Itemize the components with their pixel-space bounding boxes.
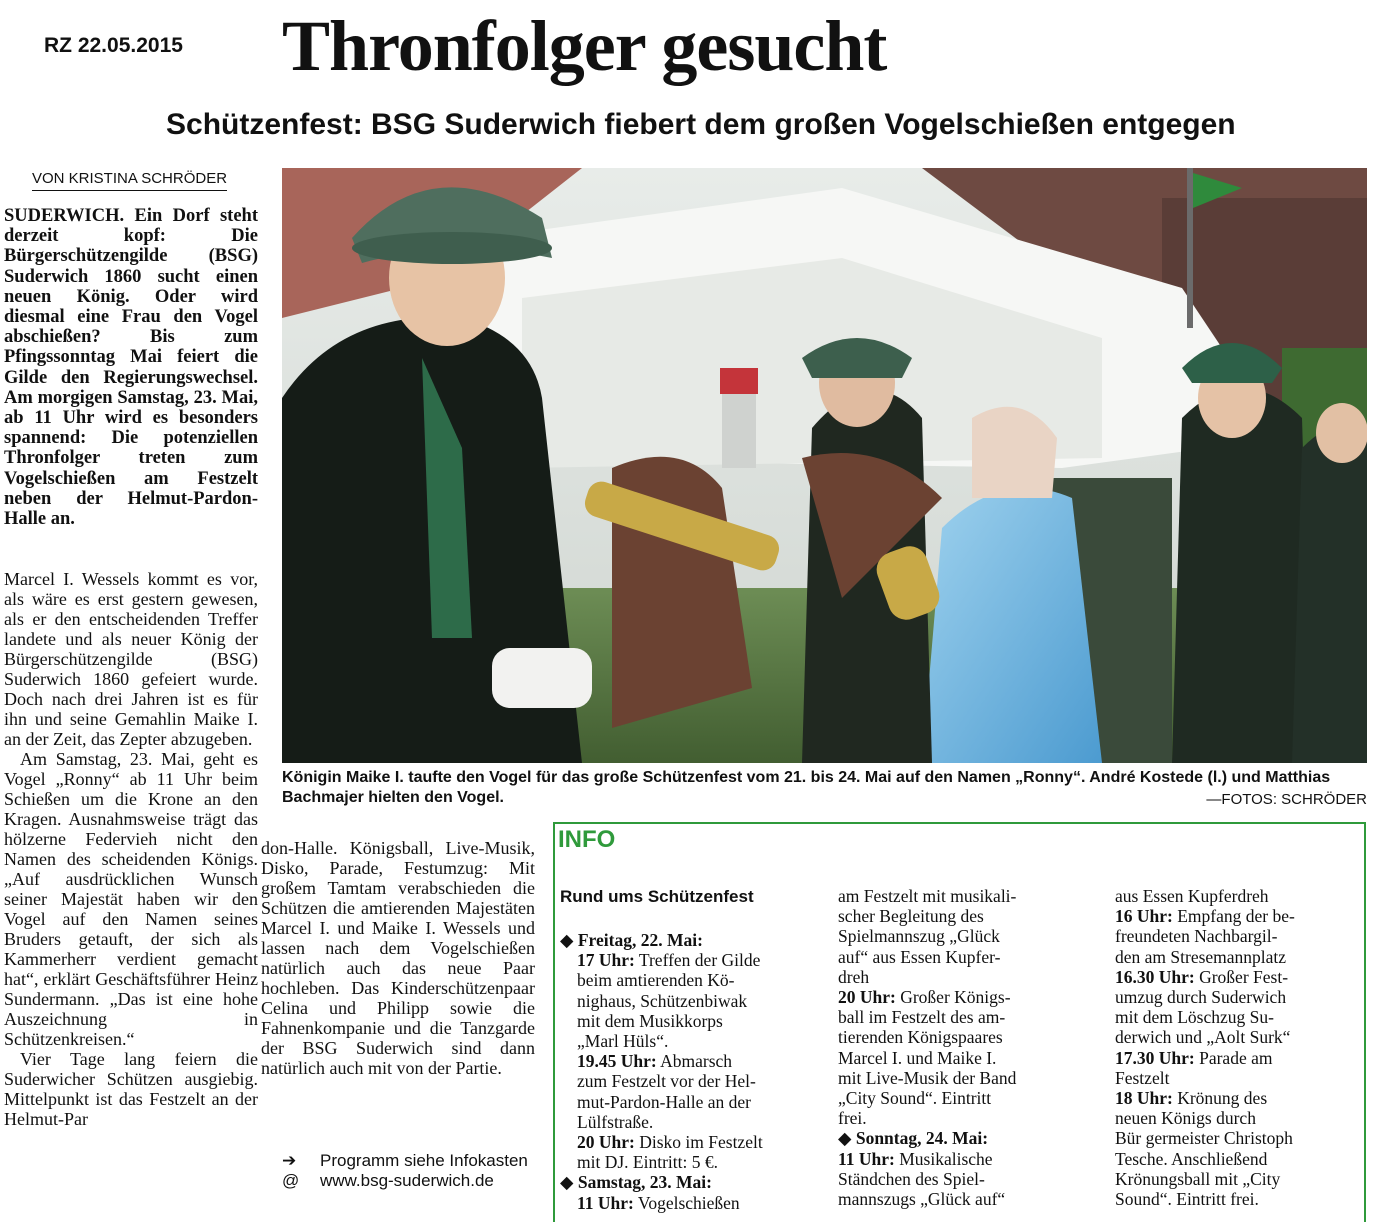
schedule-text: Ständchen des Spiel- <box>838 1168 985 1189</box>
schedule-time: 11 Uhr: <box>838 1148 895 1169</box>
schedule-line <box>838 1088 1088 1108</box>
schedule-line <box>1115 947 1365 967</box>
schedule-text: mut-Pardon-Halle an der <box>577 1091 751 1112</box>
schedule-text: beim amtierenden Kö- <box>577 970 735 991</box>
schedule-line <box>560 1152 818 1172</box>
schedule-line <box>838 1189 1088 1209</box>
schedule-text: dreh <box>838 966 870 987</box>
schedule-text: mit Live-Musik der Band <box>838 1067 1017 1088</box>
schedule-text: derwich und „Aolt Surk“ <box>1115 1027 1291 1048</box>
body-paragraph: Am Samstag, 23. Mai, geht es Vogel „Ronny“ ab 11 Uhr beim Schießen um die Krone an den Kragen. Ausnahmsweise trägt das hölzerne Federvieh nicht den Namen des scheidenden Königs. „Auf ausdrücklichen Wunsch seiner Majestät haben wir den Vogel auf den Namen seines Bruders getauft, der sich als Kammerherr verdient gemacht hat“, erklärt Geschäftsführer Heinz Sundermann. „Das ist eine hohe Auszeichnung in Schützenkreisen.“ <box>4 749 258 1049</box>
schedule-text: ball im Festzelt des am- <box>838 1007 1006 1028</box>
schedule-text: Bür germeister Christoph <box>1115 1128 1293 1149</box>
schedule-line <box>838 1169 1088 1189</box>
schedule-line <box>560 1071 818 1091</box>
headline: Thronfolger gesucht <box>282 6 887 86</box>
lead-paragraph: SUDERWICH. Ein Dorf steht derzeit kopf: Die Bürgerschützengilde (BSG) Suderwich 1860 sucht einen neuen König. Oder wird diesmal eine Frau den Vogel abschießen? Bis zum Pfingssonntag Mai feiert die Gilde den Regierungswechsel. Am morgigen Samstag, 23. Mai, ab 11 Uhr wird es besonders spannend: Die potenziellen Thronfolger treten zum Vogelschießen am Festzelt neben der Helmut-Pardon-Halle an. <box>4 206 258 530</box>
schedule-text: Sound“. Eintritt frei. <box>1115 1189 1259 1210</box>
info-column-1 <box>560 930 818 1213</box>
body-paragraph: Vier Tage lang feiern die Suderwicher Schützen ausgiebig. Mittelpunkt ist das Festzelt an der Helmut-Par <box>4 1049 258 1129</box>
website-reference[interactable] <box>282 1171 540 1191</box>
schedule-text: mit dem Löschzug Su- <box>1115 1007 1274 1028</box>
schedule-time: 18 Uhr: <box>1115 1088 1173 1109</box>
schedule-line <box>1115 967 1365 987</box>
schedule-line <box>1115 926 1365 946</box>
schedule-time: 17 Uhr: <box>577 950 635 971</box>
schedule-line <box>838 906 1088 926</box>
schedule-line <box>1115 1108 1365 1128</box>
schedule-line <box>1115 1088 1365 1108</box>
schedule-text: Lülfstraße. <box>577 1111 654 1132</box>
schedule-line <box>560 1112 818 1132</box>
schedule-text: aus Essen Kupferdreh <box>1115 886 1269 906</box>
schedule-text: Krönung des <box>1172 1088 1268 1109</box>
schedule-line <box>838 967 1088 987</box>
diamond-icon: ◆ <box>560 1172 578 1193</box>
schedule-line <box>560 1092 818 1112</box>
arrow-icon: ➔ <box>282 1151 297 1170</box>
schedule-text: Abmarsch <box>656 1051 733 1072</box>
schedule-line <box>838 886 1088 906</box>
schedule-line <box>1115 1169 1365 1189</box>
schedule-text: Großer Königs- <box>895 987 1011 1008</box>
schedule-text: Empfang der be- <box>1172 906 1295 927</box>
schedule-time: 16 Uhr: <box>1115 906 1173 927</box>
schedule-text: frei. <box>838 1108 867 1129</box>
schedule-text: scher Begleitung des <box>838 906 984 927</box>
schedule-line <box>838 987 1088 1007</box>
schedule-text: neuen Königs durch <box>1115 1108 1256 1129</box>
schedule-line <box>838 1048 1088 1068</box>
schedule-line <box>1115 1189 1365 1209</box>
schedule-line <box>1115 1068 1365 1088</box>
schedule-line <box>1115 1128 1365 1148</box>
schedule-text: tierenden Königspaares <box>838 1027 1003 1048</box>
diamond-icon: ◆ <box>560 930 578 950</box>
schedule-line <box>838 1149 1088 1169</box>
schedule-text: nighaus, Schützenbiwak <box>577 990 748 1011</box>
day-label: Freitag, 22. Mai: <box>577 930 703 950</box>
info-subtitle: Rund ums Schützenfest <box>560 887 754 906</box>
schedule-line <box>838 1027 1088 1047</box>
schedule-text: Festzelt <box>1115 1067 1170 1088</box>
schedule-line <box>1115 1007 1365 1027</box>
schedule-line <box>560 1031 818 1051</box>
schedule-line <box>560 970 818 990</box>
schedule-line <box>1115 906 1365 926</box>
program-reference <box>282 1151 540 1171</box>
schedule-line <box>560 950 818 970</box>
schedule-text: Spielmannszug „Glück <box>838 926 1000 947</box>
article-photo <box>282 168 1367 763</box>
schedule-text: freundeten Nachbargil- <box>1115 926 1278 947</box>
day-label: Sonntag, 24. Mai: <box>855 1128 989 1149</box>
body-column-1 <box>4 569 258 1129</box>
links-block <box>282 1151 540 1191</box>
schedule-line <box>838 1068 1088 1088</box>
schedule-day-heading <box>560 1172 818 1192</box>
schedule-text: Treffen der Gilde <box>634 950 761 971</box>
schedule-text: mit dem Musikkorps <box>577 1010 723 1031</box>
schedule-line <box>560 1132 818 1152</box>
schedule-time: 11 Uhr: <box>577 1192 634 1213</box>
subheadline: Schützenfest: BSG Suderwich fiebert dem großen Vogelschießen entgegen <box>166 108 1236 141</box>
schedule-day-heading <box>560 930 818 950</box>
schedule-line <box>838 947 1088 967</box>
schedule-text: Vogelschießen <box>633 1192 740 1213</box>
schedule-text: am Festzelt mit musikali- <box>838 886 1017 906</box>
schedule-text: mit DJ. Eintritt: 5 €. <box>577 1152 718 1173</box>
schedule-time: 17.30 Uhr: <box>1115 1047 1195 1068</box>
body-paragraph: don-Halle. Königsball, Live-Musik, Disko, Parade, Festumzug: Mit großem Tamtam verabschieden die Schützen die amtierenden Majestäten Marcel I. und Maike I. Wessels und lassen nach dem Vogelschießen natürlich auch das neue Paar hochleben. Das Kinderschützenpaar Celina und Philipp sowie die Fahnenkompanie und die Tanzgarde der BSG Suderwich sind dann natürlich auch mit von der Partie. <box>261 838 535 1078</box>
byline: VON KRISTINA SCHRÖDER <box>32 170 227 191</box>
body-paragraph: Marcel I. Wessels kommt es vor, als wäre es erst gestern gewesen, als er den entscheidenden Treffer landete und als neuer König der Bürgerschützengilde (BSG) Suderwich 1860 gefeiert wurde. Doch nach drei Jahren ist es für ihn und seine Gemahlin Maike I. an der Zeit, das Zepter abzugeben. <box>4 569 258 749</box>
info-column-3 <box>1115 886 1365 1209</box>
schedule-text: auf“ aus Essen Kupfer- <box>838 946 1001 967</box>
schedule-line <box>1115 1149 1365 1169</box>
schedule-text: Parade am <box>1194 1047 1273 1068</box>
publication-date: RZ 22.05.2015 <box>44 34 183 57</box>
schedule-text: Disko im Festzelt <box>634 1132 763 1153</box>
schedule-text: „City Sound“. Eintritt <box>838 1088 992 1109</box>
schedule-text: Großer Fest- <box>1194 966 1289 987</box>
program-reference-text: Programm siehe Infokasten <box>320 1151 528 1170</box>
schedule-line <box>1115 1027 1365 1047</box>
schedule-text: mannszugs „Glück auf“ <box>838 1189 1006 1210</box>
photo-caption: Königin Maike I. taufte den Vogel für das große Schützenfest vom 21. bis 24. Mai auf den Namen „Ronny“. André Kostede (l.) und Matthias Bachmajer hielten den Vogel. <box>282 769 1331 806</box>
info-column-2 <box>838 886 1088 1209</box>
website-link[interactable]: www.bsg-suderwich.de <box>320 1171 494 1190</box>
schedule-line <box>1115 987 1365 1007</box>
schedule-line <box>1115 1048 1365 1068</box>
schedule-text: den am Stresemannplatz <box>1115 946 1287 967</box>
schedule-line <box>1115 886 1365 906</box>
schedule-text: Musikalische <box>894 1148 993 1169</box>
schedule-line <box>838 1108 1088 1128</box>
info-title: INFO <box>558 826 616 853</box>
schedule-day-heading <box>838 1128 1088 1148</box>
schedule-text: „Marl Hüls“. <box>577 1031 669 1052</box>
schedule-time: 19.45 Uhr: <box>577 1051 657 1072</box>
schedule-time: 20 Uhr: <box>838 987 896 1008</box>
schedule-line <box>560 1051 818 1071</box>
schedule-text: umzug durch Suderwich <box>1115 987 1287 1008</box>
diamond-icon: ◆ <box>838 1128 856 1149</box>
schedule-text: Krönungsball mit „City <box>1115 1168 1281 1189</box>
photo-credit: —FOTOS: SCHRÖDER <box>1206 791 1367 808</box>
schedule-time: 20 Uhr: <box>577 1132 635 1153</box>
schedule-line <box>560 991 818 1011</box>
at-icon: @ <box>282 1171 300 1190</box>
schedule-line <box>838 926 1088 946</box>
day-label: Samstag, 23. Mai: <box>577 1172 712 1193</box>
schedule-time: 16.30 Uhr: <box>1115 966 1195 987</box>
schedule-line <box>560 1011 818 1031</box>
body-column-2 <box>261 838 535 1078</box>
schedule-line <box>560 1193 818 1213</box>
schedule-text: Tesche. Anschließend <box>1115 1148 1268 1169</box>
schedule-text: Marcel I. und Maike I. <box>838 1047 997 1068</box>
schedule-line <box>838 1007 1088 1027</box>
schedule-text: zum Festzelt vor der Hel- <box>577 1071 756 1092</box>
